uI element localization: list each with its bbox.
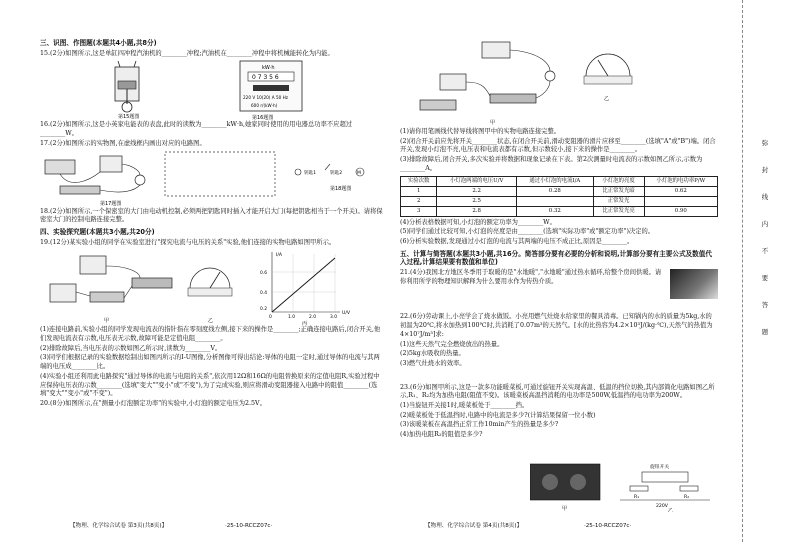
xtick-2: 2.0 <box>309 315 316 321</box>
q23-fig-label-jia: 甲 <box>562 506 568 512</box>
table-cell: 正常发光 <box>593 196 644 206</box>
section4-title: 四、实验探究题(本题共3小题,共20分) <box>40 227 155 236</box>
table-cell: 0.32 <box>517 206 593 216</box>
ytick-0.2: 0.2 <box>260 307 267 313</box>
q19-circuit-diagram <box>50 256 172 302</box>
seal-char: 要 <box>761 274 769 282</box>
q20-part-6: (6)分析实验数据,发现通过小灯泡的电流与其两端的电压不成正比,原因是________。 <box>400 237 634 245</box>
q23-figures <box>530 460 730 512</box>
table-header: 小灯泡的电功率P/W <box>644 176 717 186</box>
ytick-0.6: 0.6 <box>260 271 267 277</box>
question-15: 15.(2分)如图所示,这是单缸四冲程汽油机的________冲程;汽油机在________冲程中将机械能转化为内能。 <box>40 49 334 57</box>
floor-heating-photo <box>670 269 718 299</box>
q19-part-1: (1)连接电路前,实验小组的同学发现电流表的指针指在零刻度线左侧,接下来的操作是________;正确连接电路后,闭合开关,他们发现电流表有示数,电压表无示数,故障可能是定值电阻________。 <box>40 326 381 343</box>
q20-part-5: (5)同学们通过比较可知,小灯泡的亮度是由________(选填"实际功率"或"额定功率")决定的。 <box>400 228 655 236</box>
voltmeter-dial <box>188 268 232 296</box>
q22-part-3: (3)燃气灶烧水的效率。 <box>400 359 466 367</box>
table-cell: 0.28 <box>517 186 593 196</box>
q19-part-4: (4)实验小组还利用此电路探究"通过导体的电流与电阻的关系",依次用12Ω和16Ω的电阻替换原来的定值电阻R,实验过程中应保持电压表的示数________(选填"变大""变小"或"不变"),为了完成实验,则应将滑动变阻器接入电路中的阻值________(选填"变大""变小"或"不变")。 <box>40 372 380 398</box>
table-header: 小灯泡的亮度 <box>593 176 644 186</box>
table-cell: 1 <box>401 186 437 196</box>
q19-part-3: (3)同学们根据记录的实验数据绘制出如图丙所示的I-U图像,分析图像可得出结论:导体的电阻一定时,通过导体的电流与其两端的电压成________比。 <box>40 354 380 371</box>
table-cell: 2.8 <box>437 206 517 216</box>
q17-q18-figures <box>40 150 385 208</box>
q17-fig-label: 第17题图 <box>100 200 122 207</box>
footer-left-code: ·25-10-RCCZ07c· <box>224 523 273 529</box>
q18-key-switches <box>295 164 364 176</box>
q23-part-2: (2)暖菜板处于低温挡时,电路中的电流是多少?(计算结果保留一位小数) <box>400 411 596 419</box>
q19-figure-set <box>40 248 385 326</box>
answer-space-22 <box>400 370 718 384</box>
table-cell: 3 <box>401 206 437 216</box>
question-17: 17.(2分)如图所示的实物图,在虚线框内画出对应的电路图。 <box>40 139 206 147</box>
r2-label: R₂ <box>684 495 690 500</box>
table-row <box>401 206 718 216</box>
question-21-block <box>400 269 718 286</box>
experiment-table <box>400 176 718 217</box>
table-cell: 比正常发光亮 <box>593 206 644 216</box>
fig-label-jia: 甲 <box>104 318 110 325</box>
q20-part-1: (1)请你用笔画线代替导线将图甲中的实物电路连接完整。 <box>400 128 561 135</box>
footer-right-code: ·25-10-RCCZ07c· <box>583 523 632 529</box>
q20-figures <box>400 36 718 128</box>
seal-line <box>742 0 744 542</box>
seal-char: 线 <box>761 193 769 201</box>
q20-part-4: (4)分析表格数据可知,小灯泡的额定功率为________W。 <box>400 218 556 226</box>
seal-char: 内 <box>761 220 769 228</box>
engine-cylinder-drawing <box>115 61 139 112</box>
ammeter-dial <box>584 54 632 84</box>
circuit-figures <box>40 150 385 208</box>
q16-fig-label: 第16题图 <box>252 115 274 122</box>
q23-circuit-diagram <box>620 463 710 509</box>
question-22: 22.(6分)劳动课上,小亮学会了烧水做饭。小亮用燃气灶烧水给家里的餐具消毒。已知锅内的水的质量为5kg,水的初温为20℃,将水加热到100℃时,共消耗了0.07m³的天然气。[水的比热容为4.2×10³J/(kg·℃),天然气的热值为4×10⁷J/m³]求: <box>400 313 713 338</box>
q23-part-1: (1)当旋钮开关接1时,暖菜板处于________挡。 <box>400 402 529 410</box>
q19-part-2: (2)排除故障后,当电压表的示数如图乙所示时,读数为________V。 <box>40 344 222 352</box>
seal-char: 弥 <box>761 139 769 147</box>
q23-part-3: (3)该暖菜板在高温挡正常工作10min产生的热量是多少? <box>400 421 559 429</box>
fig-label-bing: 丙 <box>302 321 308 327</box>
iu-line <box>272 258 335 312</box>
table-cell <box>644 196 717 206</box>
table-cell: 2 <box>401 196 437 206</box>
table-row <box>401 186 718 196</box>
question-21: 21.(4分)我国北方地区冬季用于取暖的是"水地暖","水地暖"通过热水循环,给整个房间供暖。请你利用所学的物理知识解释为什么要用水作为传热介质。 <box>400 269 662 285</box>
question-18: 18.(2分)如图所示,一个保密室的大门由电动机控制,必须两把钥匙同时插入才能开启大门(每把钥匙相当于一个开关)。请将保密室大门的控制电路连接完整。 <box>40 207 383 224</box>
key-switch-1-label: 钥匙1 <box>304 170 317 176</box>
xtick-1: 1.0 <box>288 315 295 321</box>
r1-label: R₁ <box>634 495 640 500</box>
engine-and-meter-figure <box>40 59 385 121</box>
question-19: 19.(12分)某实验小组的同学在实验室进行"探究电流与电压的关系"实验,他们连接的实物电路如图甲所示。 <box>40 238 336 246</box>
left-column <box>40 36 385 410</box>
q22-part-2: (2)5kg水吸收的热量。 <box>400 350 465 358</box>
footer-right-title: 【物理、化学综合试卷 第4页(共8页)】 <box>425 523 523 529</box>
ytick-0.4: 0.4 <box>260 291 267 297</box>
warming-board-photo <box>530 464 600 500</box>
table-cell: 2.2 <box>437 186 517 196</box>
table-cell <box>517 196 593 206</box>
energy-meter-drawing <box>240 61 302 111</box>
fig-label-jia-right: 甲 <box>490 120 496 126</box>
seal-char: 不 <box>761 247 769 255</box>
section3-title: 三、识图、作图题(本题共4小题,共8分) <box>40 39 157 47</box>
iu-graph <box>260 252 351 320</box>
table-cell: 比正常发光暗 <box>593 186 644 196</box>
table-header: 实验次数 <box>401 176 437 186</box>
question-23: 23.(6分)如图甲所示,这是一款多功能暖菜板,可通过旋钮开关实现高温、低温的挡位切换,其内部简化电路如图乙所示,R₁、R₂均为加热电阻(阻值不变)。该暖菜板高温挡消耗的电功率是500W,低温挡的电功率为200W。 <box>400 383 715 400</box>
footer-left-page <box>70 521 272 529</box>
fig-label-yi-right: 乙 <box>604 96 610 102</box>
voltage-label: 220V <box>656 504 668 509</box>
q19-figures <box>40 248 385 326</box>
meter-unit: kW·h <box>262 65 275 72</box>
q20-real-circuit <box>420 42 555 110</box>
q20-figure-set <box>400 36 718 128</box>
table-cell: 2.5 <box>437 196 517 206</box>
footer-left-title: 【物理、化学综合试卷 第3页(共8页)】 <box>70 523 168 529</box>
q15-fig-label: 第15题图 <box>118 114 140 121</box>
q23-part-4: (4)加热电阻R₂的阻值是多少? <box>400 431 483 439</box>
table-header-row <box>401 176 718 186</box>
key-switch-2-label: 钥匙2 <box>330 170 343 176</box>
graph-xlabel: U/V <box>342 311 351 317</box>
svg-text:M: M <box>357 170 361 176</box>
q18-fig-label: 第18题图 <box>330 185 352 192</box>
question-20: 20.(8分)如图所示,在"测量小灯泡额定功率"的实验中,小灯泡的额定电压为2.5V。 <box>40 399 266 407</box>
question-16: 16.(2分)如图所示,这是小英家电能表的表盘,此时的读数为________kW·h,她家同时使用的用电器总功率不应超过________W。 <box>40 121 353 138</box>
q22-part-1: (1)这些天然气完全燃烧放出的热量。 <box>400 340 504 348</box>
meter-digits: 0 7 3 5 6 <box>252 74 279 82</box>
seal-char: 答 <box>761 301 769 309</box>
table-row <box>401 196 718 206</box>
switch-label: 旋钮开关 <box>650 465 670 470</box>
graph-ylabel: I/A <box>276 253 283 259</box>
xtick-0: 0 <box>269 315 272 321</box>
footer-right-page <box>425 521 631 529</box>
q23-fig-label-yi: 乙 <box>668 508 674 512</box>
q20-part-3: (3)排除故障后,闭合开关,多次实验并将数据和现象记录在下表。第2次测量时电流表的示数如图乙所示,示数为________A。 <box>400 156 703 172</box>
seal-char: 封 <box>761 166 769 174</box>
q17-real-circuit <box>45 156 145 194</box>
right-column <box>400 36 718 441</box>
seal-char: 题 <box>761 328 769 336</box>
answer-dashed-box <box>165 152 275 196</box>
seal-line-text <box>760 130 770 346</box>
table-cell: 0.62 <box>644 186 717 196</box>
table-header: 小灯泡两端的电压U/V <box>437 176 517 186</box>
q15-q16-figures <box>40 59 385 121</box>
q20-part-2: (2)闭合开关前应先将开关________状态,在闭合开关前,滑动变阻器的滑片应移至________(选填"A"或"B")端。闭合开关,发现小灯泡不亮,电压表和电流表都有示数,但示数较小,接下来的操作是________。 <box>400 137 716 154</box>
meter-rate: 600 r/(kW·h) <box>251 103 278 109</box>
section5-title: 五、计算与简答题(本题共3小题,共16分。简答部分要有必要的分析和说明,计算部分要有主要公式及数值代入过程,计算结果要有数值和单位) <box>400 249 712 267</box>
table-header: 通过小灯泡的电流I/A <box>517 176 593 186</box>
meter-spec: 220 V 10(20) A 50 Hz <box>243 95 288 101</box>
fig-label-yi: 乙 <box>208 318 214 325</box>
table-cell: 0.90 <box>644 206 717 216</box>
xtick-3: 3.0 <box>330 315 337 321</box>
